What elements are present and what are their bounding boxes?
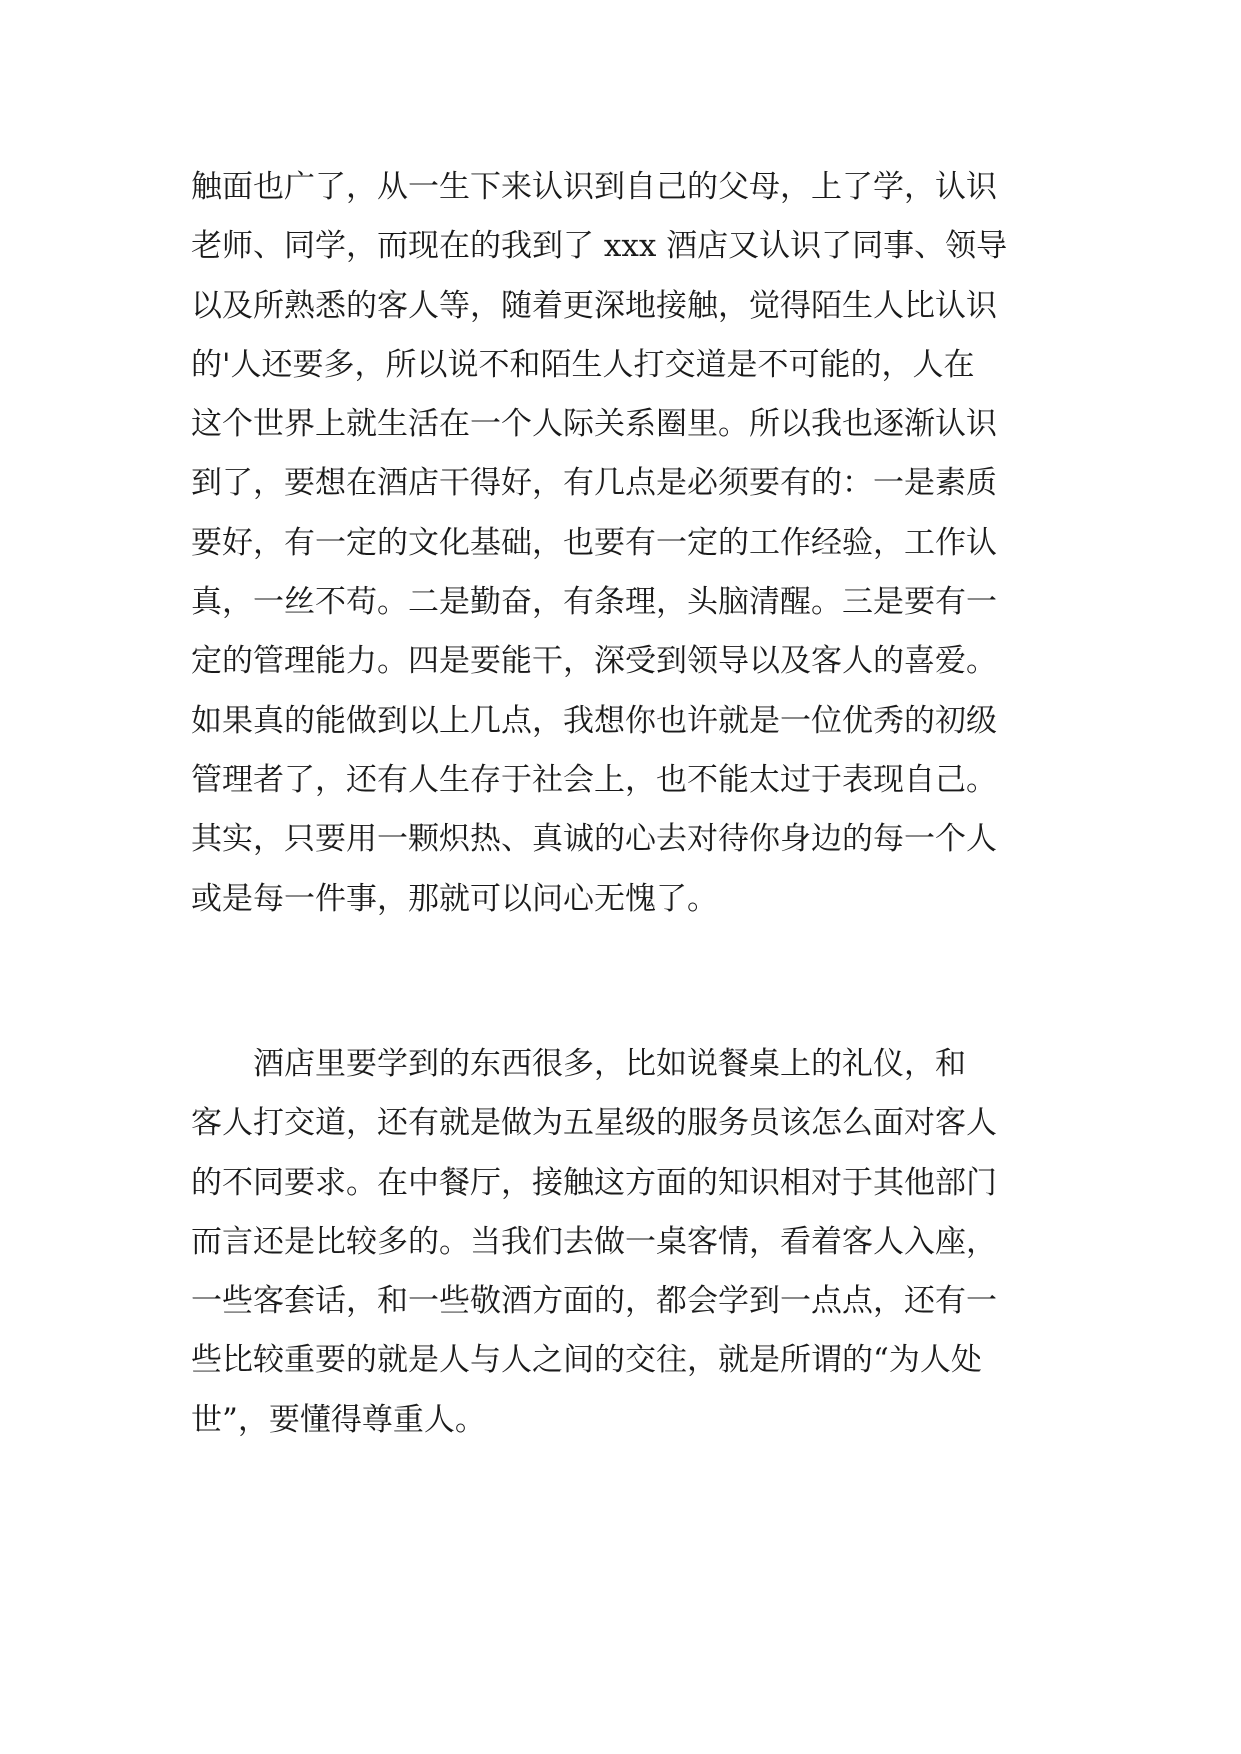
paragraph-1-line: 到了，要想在酒店干得好，有几点是必须要有的：一是素质 xyxy=(191,465,997,502)
paragraph-2-line: 客人打交道，还有就是做为五星级的服务员该怎么面对客人 xyxy=(191,1105,997,1142)
paragraph-1-line: 要好，有一定的文化基础，也要有一定的工作经验，工作认 xyxy=(191,524,997,561)
paragraph-1-line: 以及所熟悉的客人等，随着更深地接触，觉得陌生人比认识 xyxy=(191,287,997,324)
paragraph-1-line: 的'人还要多，所以说不和陌生人打交道是不可能的，人在 xyxy=(191,346,975,383)
paragraph-2-line: 酒店里要学到的东西很多，比如说餐桌上的礼仪，和 xyxy=(191,1046,966,1082)
paragraph-1-line: 这个世界上就生活在一个人际关系圈里。所以我也逐渐认识 xyxy=(191,406,997,443)
paragraph-2 xyxy=(191,1035,1081,1450)
paragraph-2-line: 的不同要求。在中餐厅，接触这方面的知识相对于其他部门 xyxy=(191,1164,997,1201)
paragraph-2-line: 些比较重要的就是人与人之间的交往，就是所谓的“为人处 xyxy=(191,1342,982,1379)
paragraph-1-line: 触面也广了，从一生下来认识到自己的父母，上了学，认识 xyxy=(191,169,997,205)
paragraph-2-line: 而言还是比较多的。当我们去做一桌客情，看着客人入座， xyxy=(191,1223,997,1260)
paragraph-1-line: 其实，只要用一颗炽热、真诚的心去对待你身边的每一个人 xyxy=(191,821,997,858)
paragraph-1-line: 定的管理能力。四是要能干，深受到领导以及客人的喜爱。 xyxy=(191,643,997,680)
paragraph-1-line: 真，一丝不苟。二是勤奋，有条理，头脑清醒。三是要有一 xyxy=(191,584,997,621)
paragraph-1 xyxy=(191,158,1081,929)
paragraph-2-line: 世”，要懂得尊重人。 xyxy=(191,1401,486,1438)
paragraph-1-line: 如果真的能做到以上几点，我想你也许就是一位优秀的初级 xyxy=(191,702,997,739)
paragraph-1-line: 或是每一件事，那就可以问心无愧了。 xyxy=(191,880,718,917)
paragraph-1-line: 管理者了，还有人生存于社会上，也不能太过于表现自己。 xyxy=(191,761,997,798)
paragraph-2-line: 一些客套话，和一些敬酒方面的，都会学到一点点，还有一 xyxy=(191,1283,997,1320)
paragraph-1-line: 老师、同学，而现在的我到了 xxx 酒店又认识了同事、领导 xyxy=(191,228,1008,265)
